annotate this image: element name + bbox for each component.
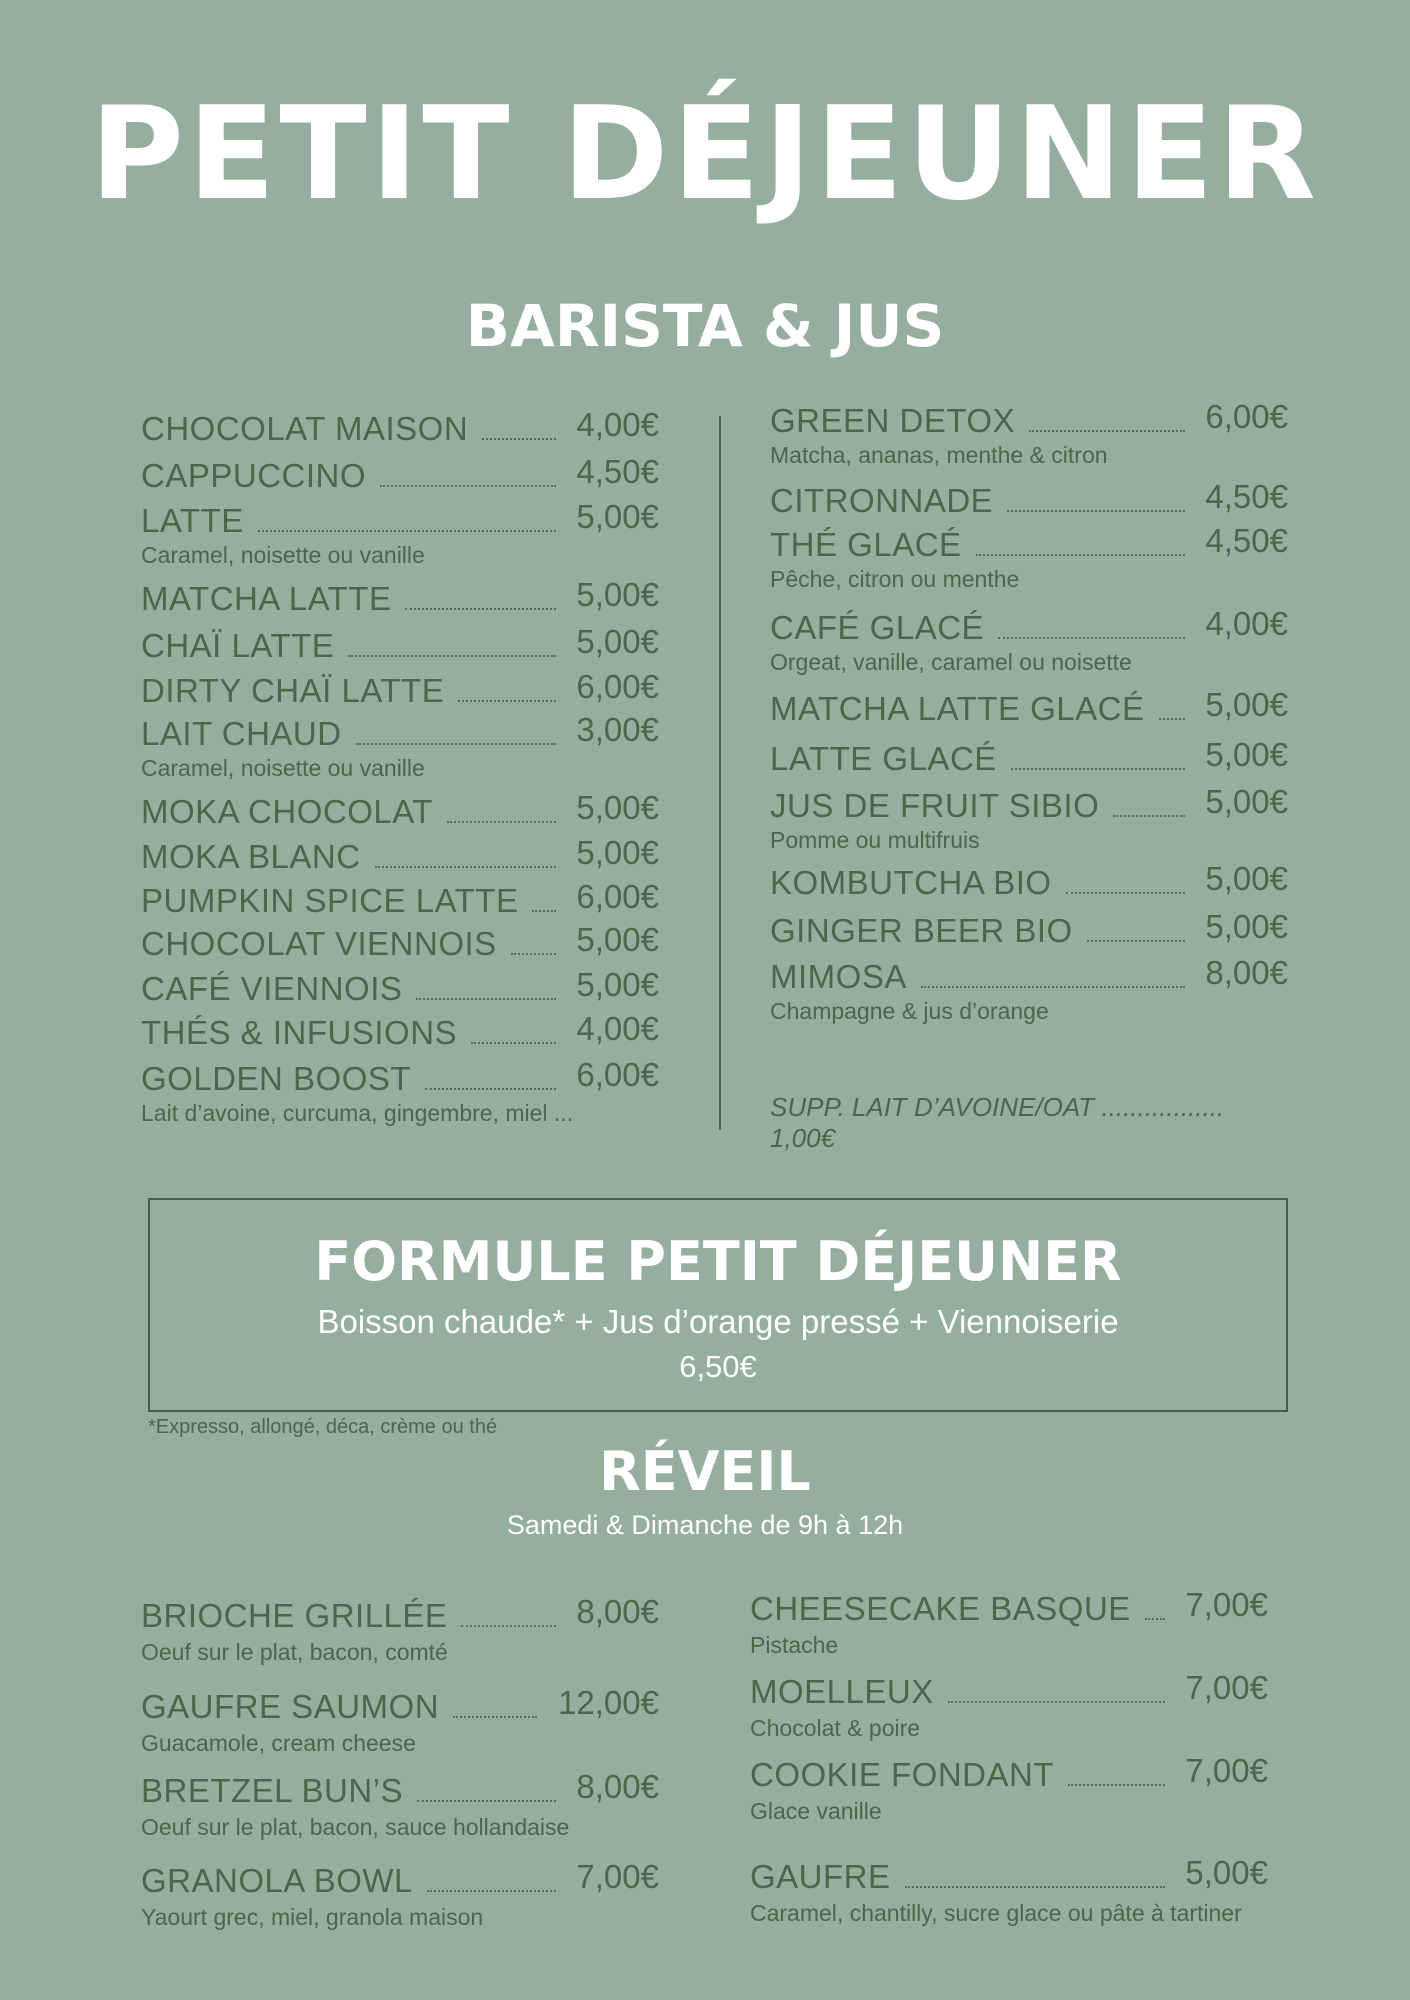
menu-item-description: Guacamole, cream cheese — [141, 1730, 416, 1756]
menu-item-name: DIRTY CHAÏ LATTE — [141, 672, 445, 709]
dotted-leader — [427, 1890, 556, 1892]
dotted-leader — [1011, 768, 1185, 770]
menu-title: PETIT DÉJEUNER — [90, 80, 1320, 229]
menu-item — [141, 791, 659, 835]
menu-item — [141, 1056, 659, 1126]
menu-item — [141, 578, 659, 622]
menu-item-description: Chocolat & poire — [750, 1715, 921, 1741]
menu-item-price: 7,00€ — [576, 1858, 659, 1895]
menu-item — [141, 711, 659, 781]
menu-item-price: 4,50€ — [576, 453, 659, 490]
menu-item-price: 6,00€ — [576, 668, 659, 705]
menu-item-description: Caramel, noisette ou vanille — [141, 542, 425, 568]
menu-item — [141, 880, 659, 924]
menu-item — [141, 968, 659, 1012]
dotted-leader — [482, 438, 556, 440]
menu-item-price: 4,00€ — [1205, 605, 1288, 642]
menu-item — [770, 480, 1288, 524]
menu-item-price: 8,00€ — [576, 1768, 659, 1805]
dotted-leader — [348, 655, 556, 657]
dotted-leader — [1068, 1784, 1165, 1786]
menu-item-price: 5,00€ — [576, 576, 659, 613]
menu-item-description: Lait d’avoine, curcuma, gingembre, miel ... — [141, 1100, 574, 1126]
menu-item-name: MOKA CHOCOLAT — [141, 793, 433, 830]
menu-item-price: 8,00€ — [576, 1593, 659, 1630]
menu-item-price: 4,00€ — [576, 406, 659, 443]
menu-item — [770, 688, 1288, 732]
menu-item-name: GINGER BEER BIO — [770, 912, 1073, 949]
supplement-note: SUPP. LAIT D’AVOINE/OAT ................. 1,00€ — [770, 1092, 1225, 1153]
dotted-leader — [948, 1701, 1165, 1703]
menu-item-name: LATTE GLACÉ — [770, 740, 997, 777]
menu-item — [141, 923, 659, 967]
menu-item-price: 7,00€ — [1185, 1586, 1268, 1623]
menu-item — [750, 1586, 1268, 1658]
dotted-leader — [1145, 1618, 1165, 1620]
menu-item-price: 6,00€ — [576, 1056, 659, 1093]
menu-item — [141, 455, 659, 499]
menu-item-price: 4,50€ — [1205, 478, 1288, 515]
menu-item — [770, 954, 1288, 1024]
dotted-leader — [1113, 815, 1185, 817]
menu-item-price: 5,00€ — [576, 966, 659, 1003]
menu-item — [750, 1752, 1268, 1824]
reveil-subtitle: Samedi & Dimanche de 9h à 12h — [506, 1510, 904, 1540]
menu-item-name: JUS DE FRUIT SIBIO — [770, 787, 1100, 824]
dotted-leader — [356, 743, 556, 745]
menu-item — [141, 1858, 659, 1930]
menu-item-name: MOKA BLANC — [141, 838, 361, 875]
formule-title: FORMULE PETIT DÉJEUNER — [314, 1230, 1122, 1293]
menu-item-name: CHAÏ LATTE — [141, 627, 335, 664]
menu-item-description: Pistache — [750, 1632, 839, 1658]
menu-item — [770, 398, 1288, 468]
menu-item-description: Champagne & jus d’orange — [770, 998, 1049, 1024]
dotted-leader — [998, 637, 1185, 639]
dotted-leader — [405, 608, 556, 610]
dotted-leader — [532, 910, 556, 912]
dotted-leader — [375, 866, 556, 868]
menu-item-name: COOKIE FONDANT — [750, 1756, 1055, 1793]
menu-item — [770, 738, 1288, 782]
formule-description: Boisson chaude* + Jus d’orange pressé + Viennoiserie — [317, 1303, 1119, 1340]
dotted-leader — [1029, 430, 1185, 432]
menu-item-price: 6,00€ — [576, 878, 659, 915]
menu-item-name: GAUFRE SAUMON — [141, 1688, 440, 1725]
menu-item-description: Orgeat, vanille, caramel ou noisette — [770, 649, 1132, 675]
menu-item-price: 7,00€ — [1185, 1752, 1268, 1789]
dotted-leader — [976, 554, 1185, 556]
menu-item-name: LAIT CHAUD — [141, 715, 342, 752]
menu-item-name: BRETZEL BUN’S — [141, 1772, 403, 1809]
menu-item-name: THÉ GLACÉ — [770, 526, 962, 563]
menu-item-price: 8,00€ — [1205, 954, 1288, 991]
menu-item — [141, 625, 659, 669]
menu-item-name: KOMBUTCHA BIO — [770, 864, 1052, 901]
menu-item — [770, 783, 1288, 853]
dotted-leader — [425, 1088, 556, 1090]
dotted-leader — [921, 986, 1185, 988]
menu-item-price: 7,00€ — [1185, 1669, 1268, 1706]
menu-item-price: 5,00€ — [1205, 860, 1288, 897]
menu-item-description: Yaourt grec, miel, granola maison — [141, 1904, 484, 1930]
formule-box — [148, 1198, 1288, 1412]
menu-item — [770, 910, 1288, 954]
menu-item — [141, 1684, 659, 1756]
menu-item-price: 5,00€ — [1205, 783, 1288, 820]
menu-item — [141, 1768, 659, 1840]
menu-item-name: MATCHA LATTE GLACÉ — [770, 690, 1145, 727]
menu-item-price: 12,00€ — [558, 1684, 659, 1721]
menu-item-description: Pêche, citron ou menthe — [770, 566, 1020, 592]
menu-item — [141, 670, 659, 714]
dotted-leader — [258, 530, 556, 532]
dotted-leader — [417, 1800, 556, 1802]
menu-item — [750, 1669, 1268, 1741]
menu-item-price: 5,00€ — [1205, 908, 1288, 945]
dotted-leader — [380, 485, 556, 487]
menu-item-name: MATCHA LATTE — [141, 580, 392, 617]
menu-item-name: CHEESECAKE BASQUE — [750, 1590, 1131, 1627]
dotted-leader — [1159, 718, 1185, 720]
menu-item-name: PUMPKIN SPICE LATTE — [141, 882, 519, 919]
dotted-leader — [447, 821, 556, 823]
menu-item — [141, 1593, 659, 1665]
menu-item-price: 6,00€ — [1205, 398, 1288, 435]
dotted-leader — [511, 953, 556, 955]
menu-item-name: BRIOCHE GRILLÉE — [141, 1597, 448, 1634]
dotted-leader — [416, 998, 556, 1000]
menu-item-description: Matcha, ananas, menthe & citron — [770, 442, 1108, 468]
menu-item-description: Oeuf sur le plat, bacon, sauce hollandaise — [141, 1814, 570, 1840]
menu-item-price: 5,00€ — [576, 789, 659, 826]
menu-item-price: 4,00€ — [576, 1010, 659, 1047]
menu-item-price: 5,00€ — [576, 834, 659, 871]
dotted-leader — [458, 700, 556, 702]
menu-item-name: CHOCOLAT MAISON — [141, 410, 469, 447]
menu-item — [141, 408, 659, 452]
dotted-leader — [453, 1716, 537, 1718]
menu-item-price: 5,00€ — [1205, 736, 1288, 773]
menu-item-name: MOELLEUX — [750, 1673, 934, 1710]
menu-item — [770, 605, 1288, 675]
menu-item-description: Caramel, chantilly, sucre glace ou pâte à tartiner — [750, 1900, 1242, 1926]
menu-item — [141, 836, 659, 880]
menu-item-description: Caramel, noisette ou vanille — [141, 755, 425, 781]
menu-item-description: Oeuf sur le plat, bacon, comté — [141, 1639, 448, 1665]
menu-item-price: 5,00€ — [576, 498, 659, 535]
menu-item-name: CHOCOLAT VIENNOIS — [141, 925, 497, 962]
dotted-leader — [1066, 892, 1185, 894]
menu-item-price: 5,00€ — [576, 623, 659, 660]
reveil-section-title: RÉVEIL — [599, 1440, 811, 1503]
menu-item-name: GOLDEN BOOST — [141, 1060, 412, 1097]
menu-item-name: GAUFRE — [750, 1858, 891, 1895]
menu-item-name: CITRONNADE — [770, 482, 994, 519]
menu-item-name: LATTE — [141, 502, 244, 539]
menu-item — [141, 1012, 659, 1056]
menu-item — [750, 1854, 1268, 1926]
menu-item-description: Glace vanille — [750, 1798, 882, 1824]
column-divider — [719, 416, 721, 1130]
menu-item — [770, 522, 1288, 592]
menu-item-price: 4,50€ — [1205, 522, 1288, 559]
menu-item-name: CAFÉ VIENNOIS — [141, 970, 403, 1007]
dotted-leader — [1087, 940, 1185, 942]
barista-section-title: BARISTA & JUS — [465, 292, 945, 360]
formule-footnote: *Expresso, allongé, déca, crème ou thé — [148, 1416, 498, 1438]
menu-item-name: THÉS & INFUSIONS — [141, 1014, 458, 1051]
dotted-leader — [1007, 510, 1185, 512]
menu-item-name: CAPPUCCINO — [141, 457, 367, 494]
dotted-leader — [461, 1625, 556, 1627]
menu-item — [770, 862, 1288, 906]
menu-item-name: GRANOLA BOWL — [141, 1862, 413, 1899]
dotted-leader — [471, 1042, 556, 1044]
menu-item-name: GREEN DETOX — [770, 402, 1016, 439]
menu-item-price: 5,00€ — [1185, 1854, 1268, 1891]
menu-item-name: MIMOSA — [770, 958, 907, 995]
dotted-leader — [905, 1886, 1165, 1888]
menu-item-name: CAFÉ GLACÉ — [770, 609, 985, 646]
menu-item — [141, 498, 659, 568]
menu-item-price: 5,00€ — [576, 921, 659, 958]
menu-item-price: 5,00€ — [1205, 686, 1288, 723]
menu-item-description: Pomme ou multifruis — [770, 827, 980, 853]
formule-price: 6,50€ — [679, 1349, 757, 1384]
menu-item-price: 3,00€ — [576, 711, 659, 748]
